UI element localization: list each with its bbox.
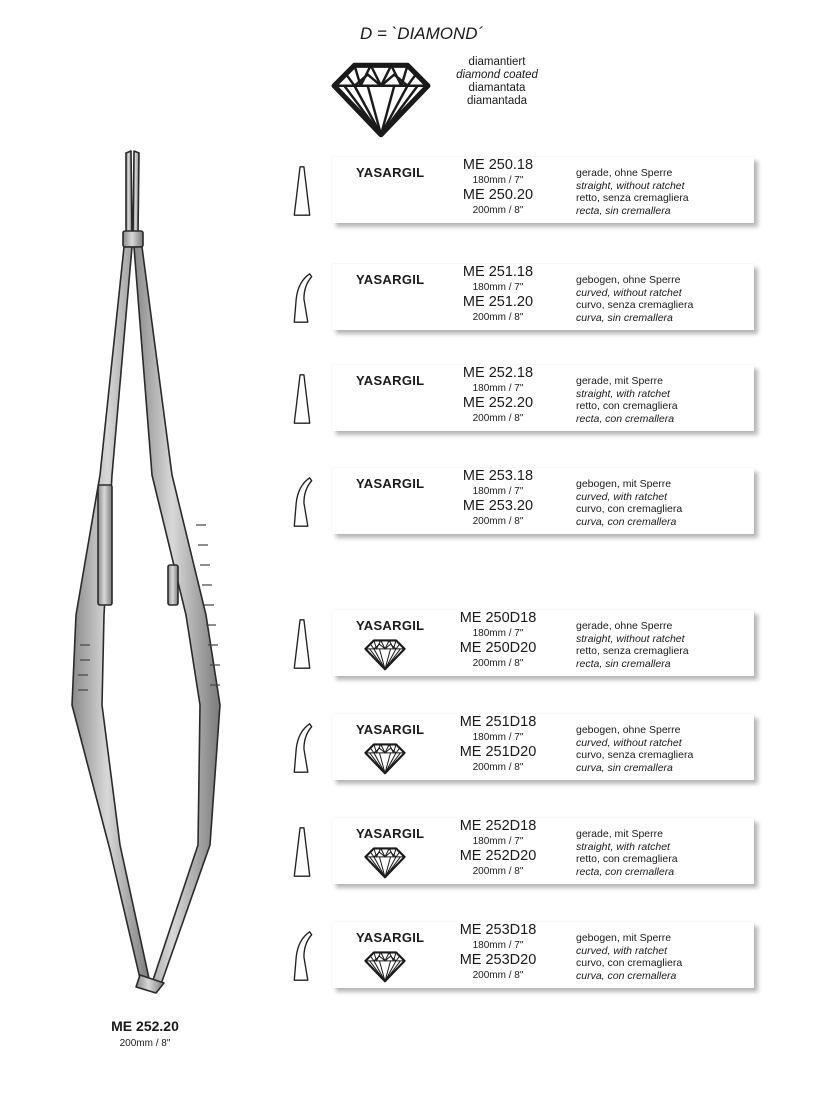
product-description bbox=[576, 620, 689, 670]
description-it: curvo, senza cremagliera bbox=[576, 749, 694, 762]
description-it: curvo, senza cremagliera bbox=[576, 299, 694, 312]
product-code-180: ME 253.18 bbox=[462, 468, 534, 484]
product-card bbox=[332, 610, 754, 676]
product-code-200: ME 253.20 bbox=[462, 498, 534, 514]
product-brand: YASARGIL bbox=[356, 373, 425, 388]
product-code-180: ME 251D18 bbox=[459, 714, 537, 730]
product-code-200: ME 250D20 bbox=[459, 640, 537, 656]
product-code-200: ME 250.20 bbox=[462, 187, 534, 203]
product-codes bbox=[436, 714, 560, 774]
product-row bbox=[290, 157, 770, 229]
legend-title: D = `DIAMOND´ bbox=[360, 24, 484, 43]
legend-line-en: diamond coated bbox=[456, 69, 538, 81]
product-row bbox=[290, 365, 770, 437]
description-en: curved, without ratchet bbox=[576, 736, 682, 749]
diamond-icon bbox=[359, 741, 411, 775]
product-card bbox=[332, 714, 754, 780]
product-code-180: ME 253D18 bbox=[459, 922, 537, 938]
description-es: recta, sin cremallera bbox=[576, 657, 671, 670]
description-it: retto, senza cremagliera bbox=[576, 192, 689, 205]
product-brand: YASARGIL bbox=[356, 826, 425, 841]
legend-line-es: diamantada bbox=[466, 95, 528, 107]
product-code-180: ME 250.18 bbox=[462, 157, 534, 173]
product-size-200: 200mm / 8" bbox=[472, 516, 524, 527]
straight-tip-icon bbox=[290, 371, 314, 427]
product-codes bbox=[436, 818, 560, 878]
product-code-180: ME 251.18 bbox=[462, 264, 534, 280]
diamond-icon bbox=[359, 845, 411, 879]
product-card bbox=[332, 922, 754, 988]
description-es: curva, con cremallera bbox=[576, 515, 677, 528]
straight-tip-icon bbox=[290, 616, 314, 672]
product-size-180: 180mm / 7" bbox=[472, 628, 524, 639]
product-codes bbox=[436, 468, 560, 528]
product-code-180: ME 250D18 bbox=[459, 610, 537, 626]
product-codes bbox=[436, 264, 560, 324]
product-size-200: 200mm / 8" bbox=[472, 205, 524, 216]
product-description bbox=[576, 724, 693, 774]
product-size-200: 200mm / 8" bbox=[472, 658, 524, 669]
product-row bbox=[290, 818, 770, 890]
product-code-200: ME 253D20 bbox=[459, 952, 537, 968]
product-size-200: 200mm / 8" bbox=[472, 970, 524, 981]
straight-tip-icon bbox=[290, 824, 314, 880]
description-en: straight, without ratchet bbox=[576, 632, 685, 645]
product-code-180: ME 252.18 bbox=[462, 365, 534, 381]
product-description bbox=[576, 478, 682, 528]
product-size-200: 200mm / 8" bbox=[472, 312, 524, 323]
curved-tip-icon bbox=[290, 720, 314, 776]
legend-line-it: diamantata bbox=[468, 82, 526, 94]
description-de: gebogen, ohne Sperre bbox=[576, 274, 681, 286]
product-size-180: 180mm / 7" bbox=[472, 486, 524, 497]
instrument-size: 200mm / 8" bbox=[119, 1038, 171, 1049]
curved-tip-icon bbox=[290, 270, 314, 326]
needle-holder-illustration bbox=[60, 145, 240, 1005]
product-code-200: ME 252.20 bbox=[462, 395, 534, 411]
description-en: straight, without ratchet bbox=[576, 179, 685, 192]
product-codes bbox=[436, 157, 560, 217]
product-codes bbox=[436, 922, 560, 982]
product-brand: YASARGIL bbox=[356, 476, 425, 491]
product-row bbox=[290, 714, 770, 786]
product-brand: YASARGIL bbox=[356, 165, 425, 180]
description-es: curva, sin cremallera bbox=[576, 311, 673, 324]
description-de: gerade, mit Sperre bbox=[576, 828, 663, 840]
product-codes bbox=[436, 610, 560, 670]
product-size-180: 180mm / 7" bbox=[472, 383, 524, 394]
curved-tip-icon bbox=[290, 474, 314, 530]
description-it: retto, con cremagliera bbox=[576, 400, 678, 413]
product-code-200: ME 251D20 bbox=[459, 744, 537, 760]
product-size-180: 180mm / 7" bbox=[472, 836, 524, 847]
instrument-code: ME 252.20 bbox=[111, 1018, 179, 1034]
product-card bbox=[332, 818, 754, 884]
description-es: curva, sin cremallera bbox=[576, 761, 673, 774]
product-row bbox=[290, 264, 770, 336]
product-brand: YASARGIL bbox=[356, 722, 425, 737]
curved-tip-icon bbox=[290, 928, 314, 984]
product-size-200: 200mm / 8" bbox=[472, 762, 524, 773]
product-row bbox=[290, 610, 770, 682]
product-code-200: ME 251.20 bbox=[462, 294, 534, 310]
product-size-180: 180mm / 7" bbox=[472, 175, 524, 186]
description-it: curvo, con cremagliera bbox=[576, 957, 683, 970]
product-description bbox=[576, 375, 678, 425]
description-es: recta, sin cremallera bbox=[576, 204, 671, 217]
description-de: gerade, ohne Sperre bbox=[576, 167, 673, 179]
product-card bbox=[332, 365, 754, 431]
product-description bbox=[576, 828, 678, 878]
product-row bbox=[290, 468, 770, 540]
description-en: curved, without ratchet bbox=[576, 286, 682, 299]
description-en: straight, with ratchet bbox=[576, 840, 670, 853]
legend-translations bbox=[442, 56, 552, 108]
description-de: gerade, ohne Sperre bbox=[576, 620, 673, 632]
description-de: gebogen, mit Sperre bbox=[576, 932, 672, 944]
description-es: recta, con cremallera bbox=[576, 412, 675, 425]
description-es: curva, con cremallera bbox=[576, 969, 677, 982]
product-card bbox=[332, 468, 754, 534]
diamond-icon bbox=[359, 949, 411, 983]
description-it: retto, senza cremagliera bbox=[576, 645, 689, 658]
description-de: gebogen, mit Sperre bbox=[576, 478, 672, 490]
product-description bbox=[576, 274, 693, 324]
product-description bbox=[576, 167, 689, 217]
product-code-200: ME 252D20 bbox=[459, 848, 537, 864]
product-size-180: 180mm / 7" bbox=[472, 282, 524, 293]
description-de: gebogen, ohne Sperre bbox=[576, 724, 681, 736]
product-card bbox=[332, 264, 754, 330]
product-brand: YASARGIL bbox=[356, 272, 425, 287]
product-brand: YASARGIL bbox=[356, 618, 425, 633]
product-size-200: 200mm / 8" bbox=[472, 866, 524, 877]
description-en: curved, with ratchet bbox=[576, 944, 668, 957]
product-row bbox=[290, 922, 770, 994]
description-it: retto, con cremagliera bbox=[576, 853, 678, 866]
legend-line-de: diamantiert bbox=[468, 56, 526, 68]
description-en: curved, with ratchet bbox=[576, 490, 668, 503]
product-size-200: 200mm / 8" bbox=[472, 413, 524, 424]
description-en: straight, with ratchet bbox=[576, 387, 670, 400]
product-description bbox=[576, 932, 682, 982]
product-card bbox=[332, 157, 754, 223]
product-code-180: ME 252D18 bbox=[459, 818, 537, 834]
product-size-180: 180mm / 7" bbox=[472, 732, 524, 743]
diamond-icon bbox=[330, 54, 432, 142]
description-es: recta, con cremallera bbox=[576, 865, 675, 878]
diamond-icon bbox=[359, 637, 411, 671]
description-it: curvo, con cremagliera bbox=[576, 503, 683, 516]
description-de: gerade, mit Sperre bbox=[576, 375, 663, 387]
product-brand: YASARGIL bbox=[356, 930, 425, 945]
product-size-180: 180mm / 7" bbox=[472, 940, 524, 951]
straight-tip-icon bbox=[290, 163, 314, 219]
product-codes bbox=[436, 365, 560, 425]
